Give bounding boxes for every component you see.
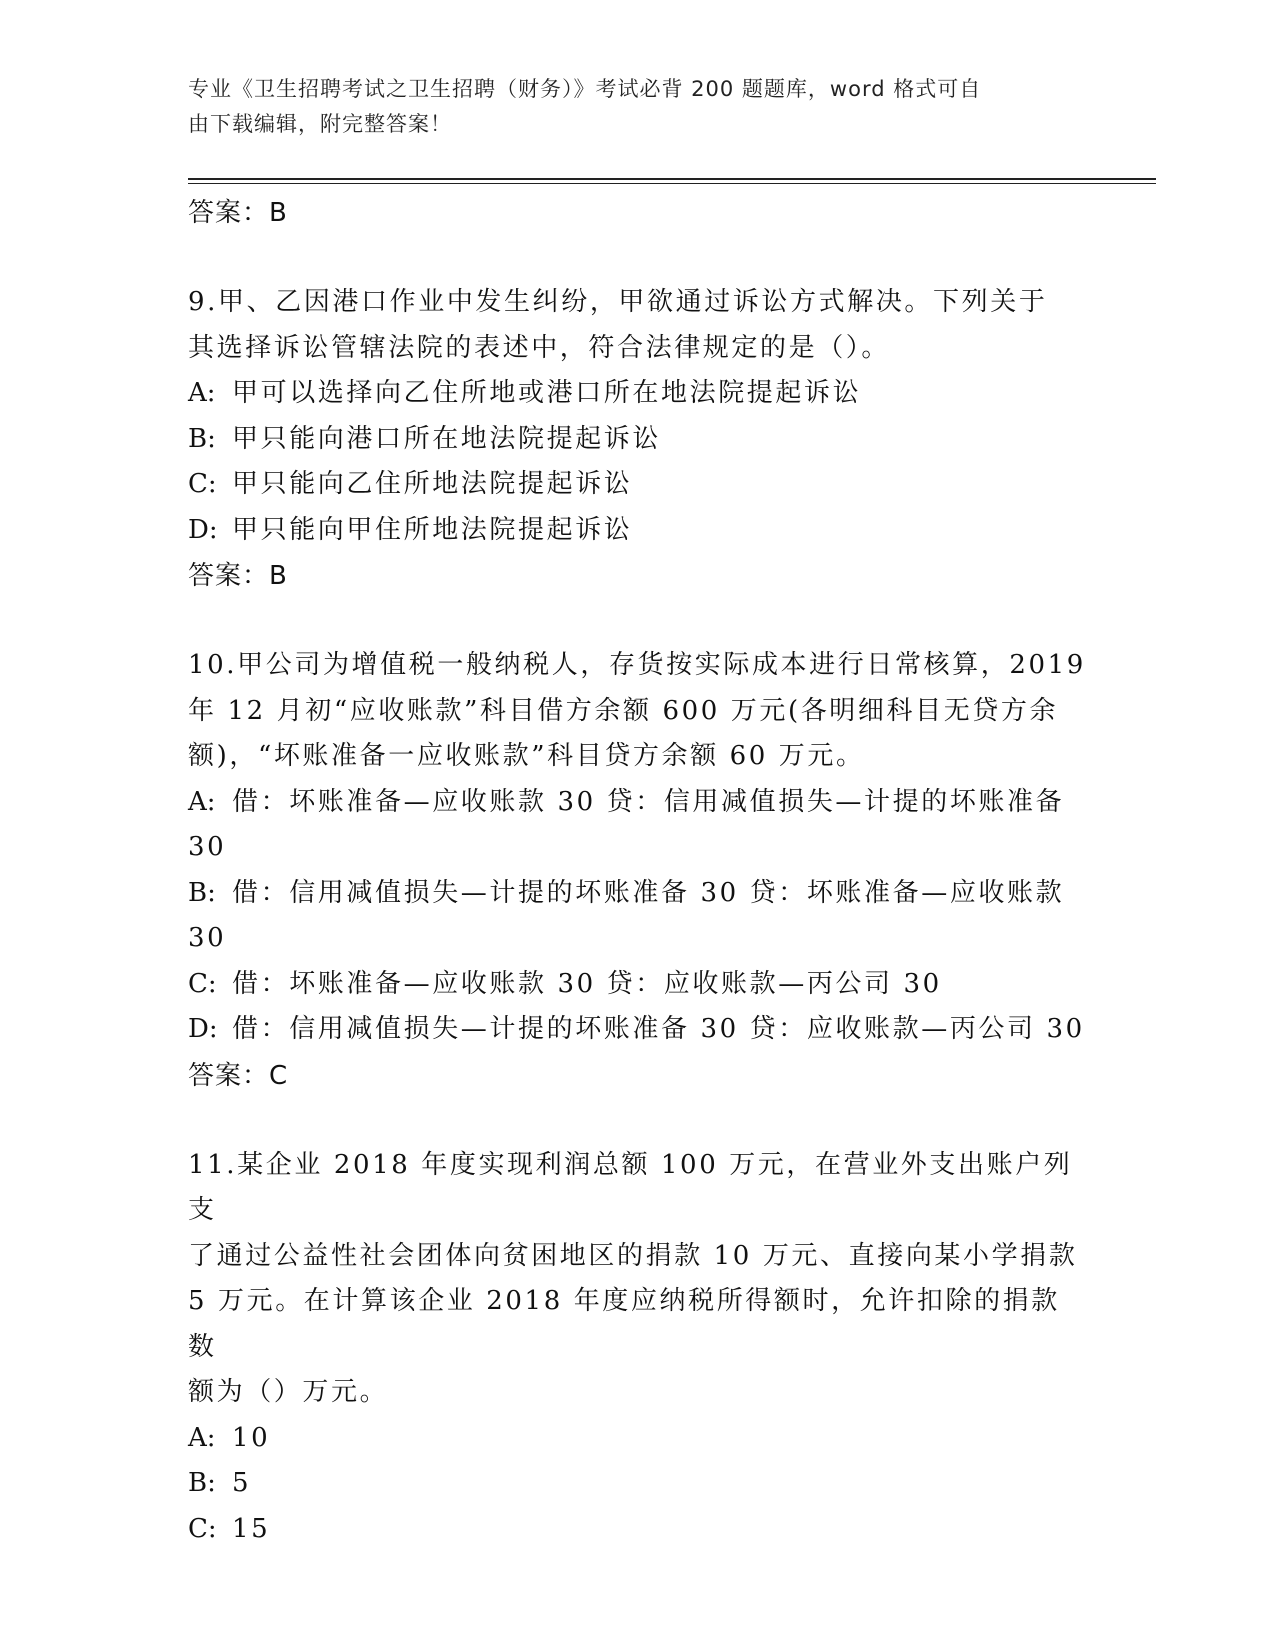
question-9	[188, 280, 1088, 599]
question-line: 其选择诉讼管辖法院的表述中，符合法律规定的是（）。	[188, 332, 891, 363]
option-text: 借：信用减值损失—计提的坏账准备 30 贷：应收账款—丙公司 30	[232, 1014, 1085, 1044]
option-d	[188, 508, 1088, 554]
option-text: 借：坏账准备—应收账款 30 贷：应收账款—丙公司 30	[232, 968, 942, 999]
question-line: 了通过公益性社会团体向贫困地区的捐款 10 万元、直接向某小学捐款	[188, 1240, 1078, 1271]
option-c	[188, 1507, 1088, 1553]
question-line: 9.甲、乙因港口作业中发生纠纷，甲欲通过诉讼方式解决。下列关于	[188, 287, 1048, 317]
header-divider-thin	[188, 183, 1156, 184]
question-number: 10.	[188, 650, 238, 680]
option-text: 甲可以选择向乙住所地或港口所在地法院提起诉讼	[232, 378, 862, 408]
option-key: B:	[188, 877, 216, 908]
previous-answer: 答案：B	[188, 198, 288, 228]
option-text: 5	[232, 1468, 252, 1498]
option-text: 15	[232, 1513, 271, 1544]
question-11	[188, 1143, 1088, 1553]
question-text	[188, 643, 1088, 780]
option-key: D:	[188, 1014, 218, 1044]
question-line: 年 12 月初“应收账款”科目借方余额 600 万元(各明细科目无贷方余	[188, 695, 1059, 726]
header-line-1: 专业《卫生招聘考试之卫生招聘（财务）》考试必背 200 题题库，word 格式可自	[188, 77, 982, 101]
option-key: B:	[188, 423, 216, 454]
question-text	[188, 1143, 1088, 1416]
header-line-2: 由下载编辑，附完整答案！	[188, 112, 452, 136]
option-key: A:	[188, 1422, 216, 1453]
header-divider-thick	[188, 178, 1156, 180]
option-a	[188, 371, 1088, 417]
option-text-continued: 30	[188, 923, 227, 953]
option-a	[188, 1416, 1088, 1462]
option-c	[188, 462, 1088, 508]
question-line: 11.某企业 2018 年度实现利润总额 100 万元，在营业外支出账户列支	[188, 1149, 1073, 1225]
document-header	[188, 72, 1088, 142]
option-d	[188, 1007, 1088, 1053]
option-a	[188, 780, 1088, 871]
option-text: 甲只能向乙住所地法院提起诉讼	[232, 469, 633, 499]
question-line: 10.甲公司为增值税一般纳税人，存货按实际成本进行日常核算，2019	[188, 650, 1086, 680]
option-text: 甲只能向港口所在地法院提起诉讼	[232, 423, 662, 454]
option-c	[188, 962, 1088, 1008]
option-text: 借：坏账准备—应收账款 30 贷：信用减值损失—计提的坏账准备	[232, 786, 1065, 817]
option-b	[188, 871, 1088, 962]
question-answer: 答案：B	[188, 561, 288, 591]
option-key: D:	[188, 514, 218, 545]
option-key: C:	[188, 469, 217, 499]
option-key: A:	[188, 378, 216, 408]
question-10	[188, 643, 1088, 1099]
document-body	[188, 190, 1088, 1552]
option-key: C:	[188, 1513, 217, 1544]
option-key: A:	[188, 786, 216, 817]
option-text-continued: 30	[188, 832, 227, 862]
option-text: 甲只能向甲住所地法院提起诉讼	[232, 514, 633, 545]
question-answer: 答案：C	[188, 1060, 289, 1091]
option-key: B:	[188, 1468, 216, 1498]
question-number: 9.	[188, 287, 219, 317]
question-number: 11.	[188, 1149, 238, 1180]
option-text: 借：信用减值损失—计提的坏账准备 30 贷：坏账准备—应收账款	[232, 877, 1065, 908]
question-line: 额为（）万元。	[188, 1377, 389, 1407]
question-line: 5 万元。在计算该企业 2018 年度应纳税所得额时，允许扣除的捐款数	[188, 1286, 1060, 1362]
question-line: 额)，“坏账准备一应收账款”科目贷方余额 60 万元。	[188, 741, 865, 771]
question-text	[188, 280, 1088, 371]
option-b	[188, 417, 1088, 463]
option-text: 10	[232, 1422, 271, 1453]
option-b	[188, 1461, 1088, 1507]
option-key: C:	[188, 968, 217, 999]
